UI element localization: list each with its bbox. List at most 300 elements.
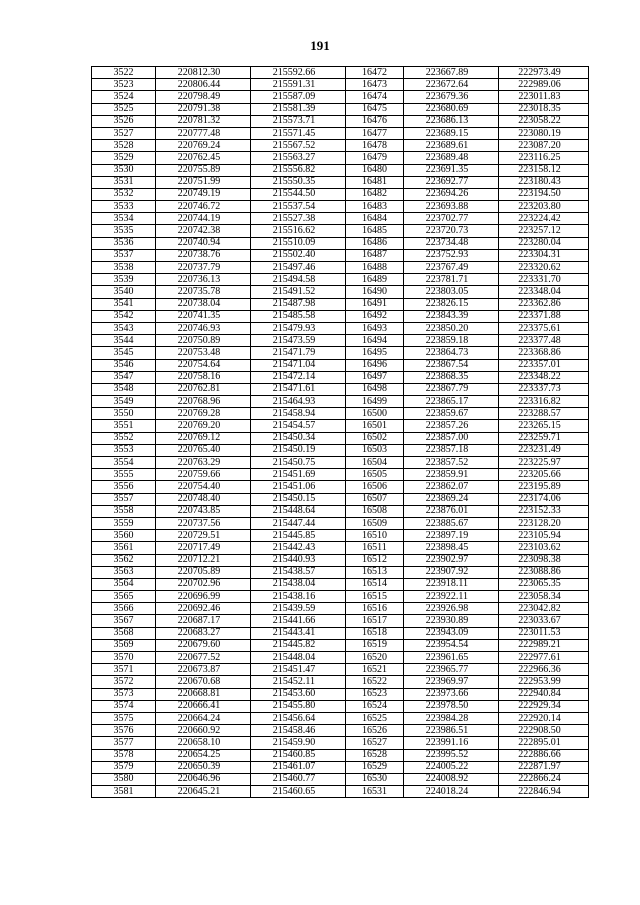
point-id-a-cell: 3580 [92,773,156,785]
point-id-b-cell: 16475 [346,103,404,115]
table-row [92,554,589,566]
coord-y-b-cell: 222953.99 [499,676,589,688]
table-row [92,91,589,103]
coord-x-a-cell: 220670.68 [156,676,251,688]
coord-y-b-cell: 222920.14 [499,712,589,724]
table-row [92,115,589,127]
point-id-a-cell: 3568 [92,627,156,639]
point-id-b-cell: 16518 [346,627,404,639]
point-id-b-cell: 16510 [346,530,404,542]
coord-x-b-cell: 223867.54 [404,359,499,371]
coord-y-b-cell: 223205.66 [499,469,589,481]
point-id-b-cell: 16489 [346,274,404,286]
coord-x-b-cell: 223857.52 [404,457,499,469]
coord-x-a-cell: 220735.78 [156,286,251,298]
coord-y-b-cell: 223368.86 [499,347,589,359]
point-id-b-cell: 16520 [346,652,404,664]
table-row [92,237,589,249]
coord-x-a-cell: 220746.93 [156,322,251,334]
point-id-b-cell: 16487 [346,249,404,261]
point-id-a-cell: 3549 [92,396,156,408]
point-id-b-cell: 16516 [346,603,404,615]
coord-y-b-cell: 223174.06 [499,493,589,505]
coord-x-b-cell: 223859.91 [404,469,499,481]
coord-x-b-cell: 223918.11 [404,578,499,590]
point-id-b-cell: 16529 [346,761,404,773]
point-id-a-cell: 3560 [92,530,156,542]
table-row [92,542,589,554]
coord-x-b-cell: 223694.26 [404,188,499,200]
point-id-b-cell: 16486 [346,237,404,249]
coord-y-b-cell: 223103.62 [499,542,589,554]
point-id-a-cell: 3561 [92,542,156,554]
coord-y-a-cell: 215458.94 [251,408,346,420]
coord-x-a-cell: 220765.40 [156,444,251,456]
point-id-b-cell: 16522 [346,676,404,688]
coord-x-a-cell: 220737.56 [156,517,251,529]
point-id-b-cell: 16501 [346,420,404,432]
coord-x-a-cell: 220737.79 [156,262,251,274]
coord-y-b-cell: 223098.38 [499,554,589,566]
coord-y-b-cell: 222977.61 [499,652,589,664]
coord-x-b-cell: 223984.28 [404,712,499,724]
coord-y-b-cell: 223348.22 [499,371,589,383]
coord-y-a-cell: 215502.40 [251,249,346,261]
table-row [92,481,589,493]
coord-x-b-cell: 223973.66 [404,688,499,700]
point-id-a-cell: 3524 [92,91,156,103]
table-row [92,578,589,590]
coord-x-a-cell: 220712.21 [156,554,251,566]
coord-y-a-cell: 215471.61 [251,383,346,395]
coord-y-b-cell: 223058.22 [499,115,589,127]
point-id-b-cell: 16509 [346,517,404,529]
coord-x-a-cell: 220677.52 [156,652,251,664]
table-row [92,359,589,371]
coord-y-b-cell: 222846.94 [499,786,589,798]
coord-x-b-cell: 223897.19 [404,530,499,542]
coord-x-a-cell: 220753.48 [156,347,251,359]
coord-y-b-cell: 223087.20 [499,140,589,152]
table-row [92,213,589,225]
point-id-a-cell: 3525 [92,103,156,115]
point-id-b-cell: 16490 [346,286,404,298]
point-id-b-cell: 16481 [346,176,404,188]
coord-y-a-cell: 215454.57 [251,420,346,432]
coord-y-a-cell: 215450.34 [251,432,346,444]
point-id-b-cell: 16500 [346,408,404,420]
coord-x-a-cell: 220738.76 [156,249,251,261]
coord-x-a-cell: 220812.30 [156,67,251,79]
coord-y-b-cell: 223033.67 [499,615,589,627]
coord-x-b-cell: 223907.92 [404,566,499,578]
coord-y-b-cell: 223377.48 [499,335,589,347]
coord-x-b-cell: 223702.77 [404,213,499,225]
point-id-a-cell: 3547 [92,371,156,383]
table-row [92,310,589,322]
coord-y-b-cell: 223316.82 [499,396,589,408]
coord-x-a-cell: 220762.45 [156,152,251,164]
coord-y-b-cell: 222866.24 [499,773,589,785]
point-id-a-cell: 3574 [92,700,156,712]
coord-y-b-cell: 222929.34 [499,700,589,712]
coord-x-b-cell: 223734.48 [404,237,499,249]
coord-y-a-cell: 215472.14 [251,371,346,383]
coord-y-a-cell: 215556.82 [251,164,346,176]
coord-x-a-cell: 220738.04 [156,298,251,310]
coord-y-b-cell: 222895.01 [499,737,589,749]
coord-y-b-cell: 223362.86 [499,298,589,310]
coord-x-a-cell: 220769.20 [156,420,251,432]
point-id-a-cell: 3556 [92,481,156,493]
coord-x-a-cell: 220743.85 [156,505,251,517]
coord-x-a-cell: 220806.44 [156,79,251,91]
coord-y-a-cell: 215438.04 [251,578,346,590]
point-id-a-cell: 3534 [92,213,156,225]
table-row [92,688,589,700]
point-id-b-cell: 16488 [346,262,404,274]
point-id-a-cell: 3523 [92,79,156,91]
table-row [92,383,589,395]
table-row [92,249,589,261]
table-row [92,761,589,773]
coord-y-a-cell: 215573.71 [251,115,346,127]
table-row [92,225,589,237]
point-id-b-cell: 16506 [346,481,404,493]
coord-y-a-cell: 215479.93 [251,322,346,334]
point-id-a-cell: 3538 [92,262,156,274]
coord-x-a-cell: 220754.40 [156,481,251,493]
coord-x-b-cell: 223667.89 [404,67,499,79]
coord-x-b-cell: 223943.09 [404,627,499,639]
table-row [92,127,589,139]
coord-x-b-cell: 223954.54 [404,639,499,651]
coord-y-a-cell: 215563.27 [251,152,346,164]
coord-y-a-cell: 215473.59 [251,335,346,347]
point-id-a-cell: 3581 [92,786,156,798]
coord-y-a-cell: 215450.15 [251,493,346,505]
point-id-b-cell: 16473 [346,79,404,91]
coord-x-a-cell: 220673.87 [156,664,251,676]
coord-y-a-cell: 215439.59 [251,603,346,615]
coord-x-b-cell: 223752.93 [404,249,499,261]
coord-x-b-cell: 223850.20 [404,322,499,334]
coord-x-b-cell: 224018.24 [404,786,499,798]
point-id-b-cell: 16491 [346,298,404,310]
coord-y-b-cell: 223195.89 [499,481,589,493]
point-id-b-cell: 16483 [346,201,404,213]
coord-x-a-cell: 220768.96 [156,396,251,408]
point-id-a-cell: 3567 [92,615,156,627]
coord-y-a-cell: 215510.09 [251,237,346,249]
table-row [92,627,589,639]
point-id-b-cell: 16525 [346,712,404,724]
table-row [92,469,589,481]
point-id-b-cell: 16479 [346,152,404,164]
point-id-a-cell: 3577 [92,737,156,749]
point-id-a-cell: 3531 [92,176,156,188]
point-id-a-cell: 3555 [92,469,156,481]
point-id-b-cell: 16515 [346,591,404,603]
coord-y-a-cell: 215438.16 [251,591,346,603]
coord-y-b-cell: 223320.62 [499,262,589,274]
point-id-a-cell: 3572 [92,676,156,688]
coord-x-a-cell: 220762.81 [156,383,251,395]
coord-x-a-cell: 220769.24 [156,140,251,152]
coord-y-b-cell: 223224.42 [499,213,589,225]
point-id-b-cell: 16513 [346,566,404,578]
coord-x-b-cell: 223869.24 [404,493,499,505]
point-id-b-cell: 16497 [346,371,404,383]
coord-x-a-cell: 220645.21 [156,786,251,798]
point-id-a-cell: 3539 [92,274,156,286]
point-id-a-cell: 3565 [92,591,156,603]
coord-x-b-cell: 223693.88 [404,201,499,213]
point-id-b-cell: 16519 [346,639,404,651]
coord-x-a-cell: 220692.46 [156,603,251,615]
coord-x-a-cell: 220654.25 [156,749,251,761]
point-id-b-cell: 16527 [346,737,404,749]
point-id-a-cell: 3546 [92,359,156,371]
coord-y-a-cell: 215587.09 [251,91,346,103]
table-row [92,676,589,688]
coord-y-a-cell: 215527.38 [251,213,346,225]
point-id-a-cell: 3570 [92,652,156,664]
point-id-a-cell: 3564 [92,578,156,590]
coord-y-a-cell: 215441.66 [251,615,346,627]
coord-x-b-cell: 223672.64 [404,79,499,91]
coord-x-a-cell: 220729.51 [156,530,251,542]
point-id-b-cell: 16493 [346,322,404,334]
coord-x-b-cell: 223689.61 [404,140,499,152]
coord-y-b-cell: 222989.21 [499,639,589,651]
table-row [92,274,589,286]
coord-x-b-cell: 224008.92 [404,773,499,785]
point-id-a-cell: 3579 [92,761,156,773]
point-id-b-cell: 16504 [346,457,404,469]
point-id-b-cell: 16511 [346,542,404,554]
point-id-a-cell: 3541 [92,298,156,310]
coord-x-a-cell: 220744.19 [156,213,251,225]
coord-y-b-cell: 223371.88 [499,310,589,322]
point-id-b-cell: 16531 [346,786,404,798]
coord-x-b-cell: 223926.98 [404,603,499,615]
coord-x-b-cell: 223961.65 [404,652,499,664]
point-id-a-cell: 3540 [92,286,156,298]
coord-y-b-cell: 223257.12 [499,225,589,237]
coord-x-b-cell: 223991.16 [404,737,499,749]
coord-y-b-cell: 223280.04 [499,237,589,249]
coord-y-a-cell: 215451.69 [251,469,346,481]
point-id-a-cell: 3573 [92,688,156,700]
point-id-b-cell: 16480 [346,164,404,176]
coord-x-a-cell: 220696.99 [156,591,251,603]
coord-y-a-cell: 215450.75 [251,457,346,469]
table-row [92,712,589,724]
coord-x-b-cell: 223859.67 [404,408,499,420]
coord-x-a-cell: 220758.16 [156,371,251,383]
coord-y-a-cell: 215461.07 [251,761,346,773]
coord-y-b-cell: 223203.80 [499,201,589,213]
point-id-a-cell: 3526 [92,115,156,127]
coord-y-b-cell: 223348.04 [499,286,589,298]
table-row [92,140,589,152]
table-row [92,603,589,615]
table-row [92,103,589,115]
point-id-b-cell: 16482 [346,188,404,200]
coord-y-b-cell: 222886.66 [499,749,589,761]
point-id-b-cell: 16530 [346,773,404,785]
point-id-a-cell: 3563 [92,566,156,578]
point-id-a-cell: 3571 [92,664,156,676]
coord-x-b-cell: 223767.49 [404,262,499,274]
coord-x-b-cell: 223862.07 [404,481,499,493]
coord-y-b-cell: 222940.84 [499,688,589,700]
table-row [92,201,589,213]
point-id-a-cell: 3542 [92,310,156,322]
coord-y-a-cell: 215460.65 [251,786,346,798]
coord-y-a-cell: 215448.64 [251,505,346,517]
coord-y-a-cell: 215471.79 [251,347,346,359]
point-id-a-cell: 3528 [92,140,156,152]
coord-y-a-cell: 215471.04 [251,359,346,371]
table-row [92,700,589,712]
table-row [92,371,589,383]
point-id-a-cell: 3530 [92,164,156,176]
point-id-b-cell: 16507 [346,493,404,505]
coord-y-b-cell: 223288.57 [499,408,589,420]
coord-x-b-cell: 223689.15 [404,127,499,139]
table-row [92,164,589,176]
table-row [92,322,589,334]
coord-x-b-cell: 223803.05 [404,286,499,298]
coord-y-b-cell: 223304.31 [499,249,589,261]
coord-x-a-cell: 220750.89 [156,335,251,347]
point-id-a-cell: 3545 [92,347,156,359]
coord-x-a-cell: 220742.38 [156,225,251,237]
point-id-b-cell: 16474 [346,91,404,103]
table-row [92,725,589,737]
coord-y-a-cell: 215581.39 [251,103,346,115]
coord-y-a-cell: 215438.57 [251,566,346,578]
coord-y-b-cell: 223194.50 [499,188,589,200]
point-id-a-cell: 3566 [92,603,156,615]
coord-y-b-cell: 223265.15 [499,420,589,432]
coord-x-a-cell: 220705.89 [156,566,251,578]
point-id-a-cell: 3575 [92,712,156,724]
table-body [92,67,589,798]
coord-y-a-cell: 215487.98 [251,298,346,310]
table-row [92,335,589,347]
coord-y-a-cell: 215571.45 [251,127,346,139]
coord-x-b-cell: 223930.89 [404,615,499,627]
point-id-b-cell: 16524 [346,700,404,712]
table-row [92,188,589,200]
coord-y-a-cell: 215447.44 [251,517,346,529]
point-id-b-cell: 16498 [346,383,404,395]
coord-y-b-cell: 223225.97 [499,457,589,469]
coord-x-a-cell: 220741.35 [156,310,251,322]
coord-x-b-cell: 223857.00 [404,432,499,444]
coord-y-a-cell: 215516.62 [251,225,346,237]
coord-y-b-cell: 223180.43 [499,176,589,188]
coord-y-b-cell: 223158.12 [499,164,589,176]
coord-x-b-cell: 223680.69 [404,103,499,115]
coord-x-a-cell: 220759.66 [156,469,251,481]
coord-y-a-cell: 215440.93 [251,554,346,566]
coord-x-b-cell: 223686.13 [404,115,499,127]
point-id-a-cell: 3548 [92,383,156,395]
coord-x-b-cell: 223922.11 [404,591,499,603]
coord-y-a-cell: 215485.58 [251,310,346,322]
point-id-b-cell: 16526 [346,725,404,737]
coord-y-a-cell: 215456.64 [251,712,346,724]
point-id-b-cell: 16528 [346,749,404,761]
coord-y-b-cell: 222989.06 [499,79,589,91]
point-id-a-cell: 3552 [92,432,156,444]
point-id-a-cell: 3536 [92,237,156,249]
point-id-b-cell: 16476 [346,115,404,127]
table-row [92,79,589,91]
point-id-a-cell: 3553 [92,444,156,456]
point-id-b-cell: 16472 [346,67,404,79]
point-id-a-cell: 3527 [92,127,156,139]
table-row [92,444,589,456]
table-row [92,737,589,749]
coord-y-b-cell: 223128.20 [499,517,589,529]
point-id-a-cell: 3550 [92,408,156,420]
point-id-a-cell: 3551 [92,420,156,432]
coord-x-b-cell: 223885.67 [404,517,499,529]
coord-y-b-cell: 223018.35 [499,103,589,115]
coord-x-a-cell: 220736.13 [156,274,251,286]
table-row [92,286,589,298]
coord-y-a-cell: 215450.19 [251,444,346,456]
coord-y-b-cell: 223042.82 [499,603,589,615]
point-id-a-cell: 3562 [92,554,156,566]
coord-y-b-cell: 223065.35 [499,578,589,590]
point-id-a-cell: 3557 [92,493,156,505]
table-row [92,298,589,310]
table-row [92,786,589,798]
table-row [92,262,589,274]
table-row [92,566,589,578]
coord-y-a-cell: 215460.85 [251,749,346,761]
table-row [92,396,589,408]
point-id-b-cell: 16505 [346,469,404,481]
point-id-b-cell: 16485 [346,225,404,237]
point-id-b-cell: 16478 [346,140,404,152]
table-row [92,652,589,664]
coord-x-b-cell: 223969.97 [404,676,499,688]
point-id-b-cell: 16499 [346,396,404,408]
table-row [92,152,589,164]
coord-x-b-cell: 223898.45 [404,542,499,554]
point-id-a-cell: 3543 [92,322,156,334]
point-id-a-cell: 3559 [92,517,156,529]
coord-x-a-cell: 220664.24 [156,712,251,724]
table-row [92,432,589,444]
coord-x-a-cell: 220746.72 [156,201,251,213]
coord-y-b-cell: 223152.33 [499,505,589,517]
coord-x-a-cell: 220777.48 [156,127,251,139]
point-id-b-cell: 16503 [346,444,404,456]
coord-x-a-cell: 220769.28 [156,408,251,420]
coord-y-b-cell: 222973.49 [499,67,589,79]
coord-y-b-cell: 223105.94 [499,530,589,542]
coord-x-b-cell: 223857.18 [404,444,499,456]
coord-x-a-cell: 220791.38 [156,103,251,115]
